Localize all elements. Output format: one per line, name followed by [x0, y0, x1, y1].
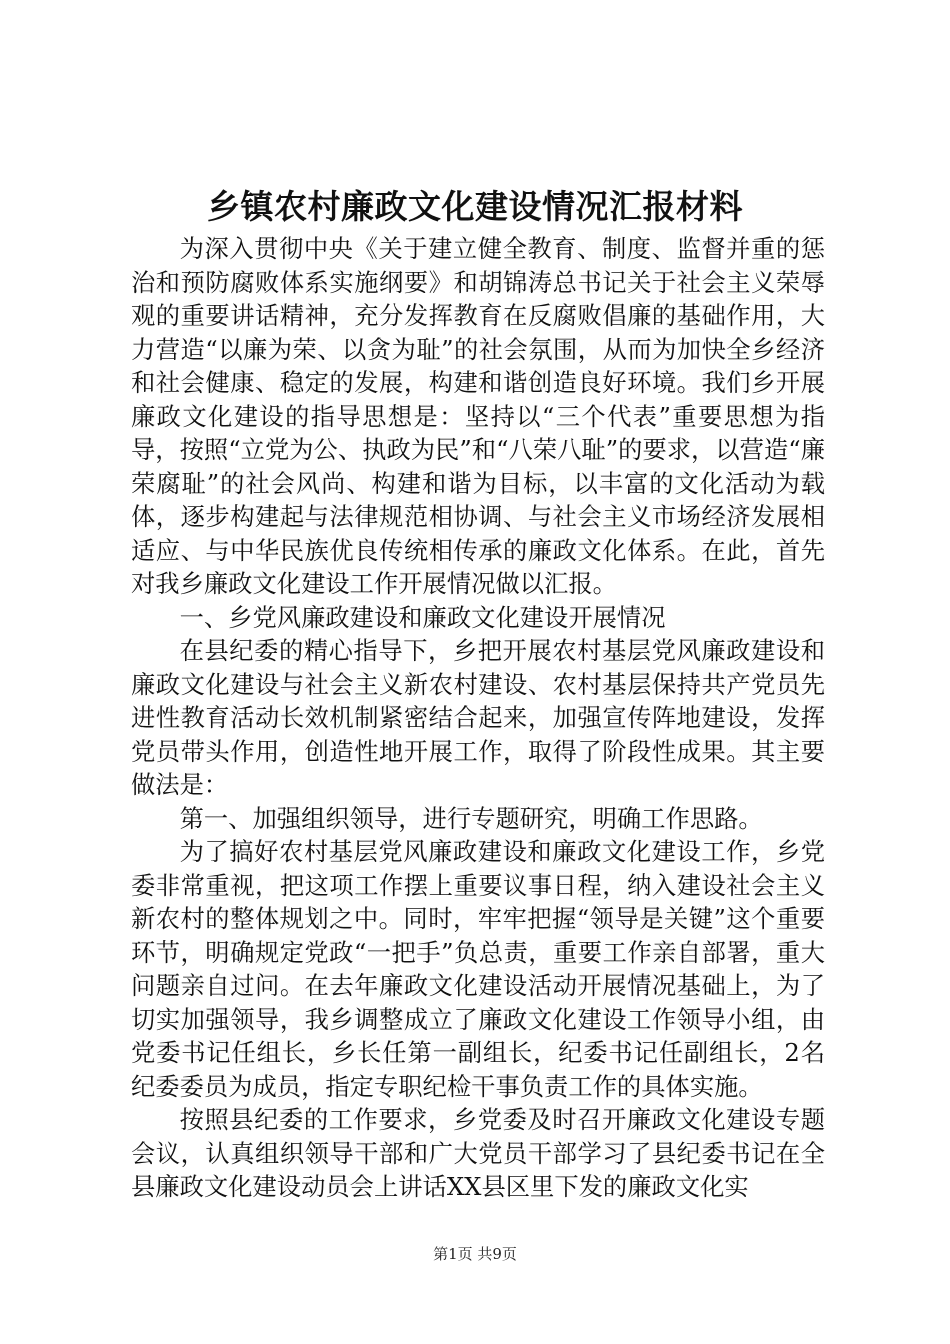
paragraph-meeting: 按照县纪委的工作要求，乡党委及时召开廉政文化建设专题会议，认真组织领导干部和广大党员干部学习了县纪委书记在全县廉政文化建设动员会上讲话XX县区里下发的廉政文化实 [131, 1105, 825, 1201]
document-title: 乡镇农村廉政文化建设情况汇报材料 [207, 187, 743, 226]
subheading-first: 第一、加强组织领导，进行专题研究，明确工作思路。 [179, 803, 763, 833]
page-number: 第1页 共9页 [433, 1245, 517, 1263]
section-heading-1: 一、乡党风廉政建设和廉政文化建设开展情况 [179, 602, 666, 632]
paragraph-leadership: 为了搞好农村基层党风廉政建设和廉政文化建设工作，乡党委非常重视，把这项工作摆上重要议事日程，纳入建设社会主义新农村的整体规划之中。同时，牢牢把握“领导是关键”这个重要环节，明确规定党政“一把手”负总责，重要工作亲自部署，重大问题亲自过问。在去年廉政文化建设活动开展情况基础上，为了切实加强领导，我乡调整成立了廉政文化建设工作领导小组，由党委书记任组长，乡长任第一副组长，纪委书记任副组长，2名纪委委员为成员，指定专职纪检干事负责工作的具体实施。 [131, 837, 825, 1101]
document-body [131, 232, 825, 1204]
paragraph-intro: 为深入贯彻中央《关于建立健全教育、制度、监督并重的惩治和预防腐败体系实施纲要》和胡锦涛总书记关于社会主义荣辱观的重要讲话精神，充分发挥教育在反腐败倡廉的基础作用，大力营造“以廉为荣、以贪为耻”的社会氛围，从而为加快全乡经济和社会健康、稳定的发展，构建和谐创造良好环境。我们乡开展廉政文化建设的指导思想是：坚持以“三个代表”重要思想为指导，按照“立党为公、执政为民”和“八荣八耻”的要求，以营造“廉荣腐耻”的社会风尚、构建和谐为目标，以丰富的文化活动为载体，逐步构建起与法律规范相协调、与社会主义市场经济发展相适应、与中华民族优良传统相传承的廉政文化体系。在此，首先对我乡廉政文化建设工作开展情况做以汇报。 [131, 234, 825, 598]
paragraph-section-1: 在县纪委的精心指导下，乡把开展农村基层党风廉政建设和廉政文化建设与社会主义新农村建设、农村基层保持共产党员先进性教育活动长效机制紧密结合起来，加强宣传阵地建设，发挥党员带头作用，创造性地开展工作，取得了阶段性成果。其主要做法是： [131, 636, 825, 799]
